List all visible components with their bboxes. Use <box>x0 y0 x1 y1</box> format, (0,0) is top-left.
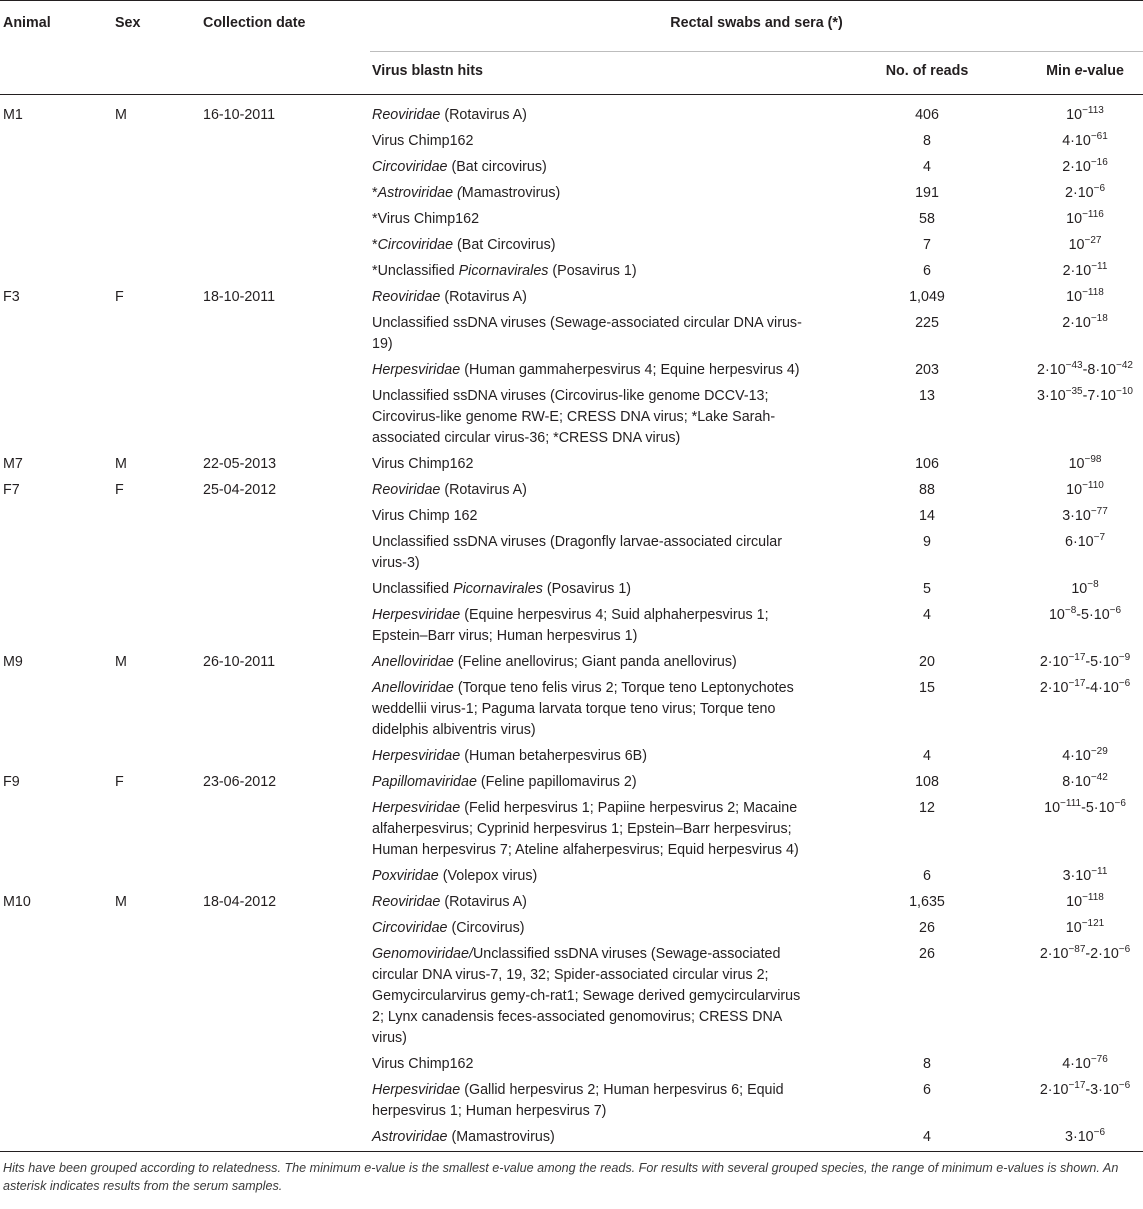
cell-sex <box>113 1078 200 1125</box>
header-sex: Sex <box>113 1 200 95</box>
cell-collection-date <box>200 504 370 530</box>
cell-virus-hit: Genomoviridae/Unclassified ssDNA viruses (Sewage-associated circular DNA virus-7, 19, 32; Spider-associated circular virus 2; Gemycircularvirus gemy-ch-rat1; Sewage derived gemycircularvirus 2; Lynx canadensis feces-associated genomovirus; CRESS DNA virus) <box>372 946 801 1046</box>
cell-sex: M <box>115 456 127 472</box>
table-row <box>0 452 1143 478</box>
cell-reads: 6 <box>923 263 931 279</box>
cell-sex <box>113 384 200 452</box>
cell-min-evalue: $2\cdot 10^{-87}-2\cdot 10^{-6}$ <box>1039 944 1131 962</box>
cell-virus-hit: *Virus Chimp162 <box>372 211 480 227</box>
cell-animal: F3 <box>3 289 20 305</box>
table-row <box>0 603 1143 650</box>
header-collection-date: Collection date <box>200 1 370 95</box>
cell-reads: 4 <box>827 1125 1027 1152</box>
cell-sex: F <box>115 482 124 498</box>
cell-sex <box>113 259 200 285</box>
cell-reads: 14 <box>919 508 935 524</box>
table-row <box>0 233 1143 259</box>
cell-min-evalue: $10^{-98}$ <box>1068 454 1102 472</box>
cell-reads: 15 <box>919 680 935 696</box>
cell-virus-hit: Virus Chimp162 <box>372 1056 474 1072</box>
table-row <box>0 890 1143 916</box>
cell-animal: M1 <box>3 107 23 123</box>
cell-collection-date <box>200 233 370 259</box>
cell-reads: 203 <box>915 362 939 378</box>
cell-collection-date: 16-10-2011 <box>203 107 276 123</box>
cell-sex: M <box>115 894 127 910</box>
cell-animal <box>0 233 113 259</box>
cell-collection-date <box>200 384 370 452</box>
cell-reads: 7 <box>923 237 931 253</box>
header-rectal-swabs-sera: Rectal swabs and sera (*) <box>370 1 1143 52</box>
cell-collection-date <box>200 207 370 233</box>
cell-collection-date <box>200 864 370 890</box>
cell-sex <box>113 1052 200 1078</box>
table-row <box>0 676 1143 744</box>
cell-min-evalue: $10^{-110}$ <box>1066 480 1104 498</box>
table-header <box>0 1 1143 95</box>
cell-reads: 13 <box>919 388 935 404</box>
cell-sex <box>113 603 200 650</box>
cell-animal <box>0 259 113 285</box>
cell-virus-hit: *Circoviridae (Bat Circovirus) <box>372 237 556 253</box>
table-body <box>0 95 1143 1152</box>
cell-reads: 58 <box>919 211 935 227</box>
cell-collection-date: 22-05-2013 <box>203 456 277 472</box>
cell-virus-hit: Herpesviridae (Equine herpesvirus 4; Suid alphaherpesvirus 1; Epstein–Barr virus; Human herpesvirus 1) <box>372 607 769 644</box>
cell-animal <box>0 504 113 530</box>
cell-collection-date <box>200 259 370 285</box>
table-row <box>0 650 1143 676</box>
cell-min-evalue: $10^{-8}$ <box>1071 579 1099 597</box>
cell-collection-date <box>200 129 370 155</box>
cell-min-evalue: $4\cdot 10^{-29}$ <box>1062 746 1108 764</box>
cell-sex <box>113 577 200 603</box>
cell-sex: F <box>115 289 124 305</box>
cell-min-evalue: $10^{-113}$ <box>1066 105 1104 123</box>
cell-sex <box>113 864 200 890</box>
table-row <box>0 770 1143 796</box>
cell-min-evalue: $3\cdot 10^{-6}$ <box>1027 1125 1143 1152</box>
cell-reads: 9 <box>923 534 931 550</box>
cell-collection-date <box>200 311 370 358</box>
table-row <box>0 530 1143 577</box>
cell-sex <box>113 530 200 577</box>
cell-min-evalue: $8\cdot 10^{-42}$ <box>1062 772 1108 790</box>
cell-virus-hit: Circoviridae (Circovirus) <box>372 920 525 936</box>
cell-animal <box>0 577 113 603</box>
table-row <box>0 504 1143 530</box>
cell-virus-hit: Astroviridae (Mamastrovirus) <box>370 1125 827 1152</box>
table-row <box>0 942 1143 1052</box>
cell-virus-hit: *Unclassified Picornavirales (Posavirus 1) <box>372 263 637 279</box>
cell-animal <box>0 942 113 1052</box>
table-row <box>0 285 1143 311</box>
cell-collection-date: 26-10-2011 <box>203 654 276 670</box>
table-row <box>0 358 1143 384</box>
table-row <box>0 1052 1143 1078</box>
cell-collection-date: 18-04-2012 <box>203 894 277 910</box>
cell-virus-hit: Anelloviridae (Torque teno felis virus 2; Torque teno Leptonychotes weddellii virus-1; Paguma larvata torque teno virus; Torque teno didelphis albiventris virus) <box>372 680 794 738</box>
cell-animal <box>0 1078 113 1125</box>
cell-sex <box>113 358 200 384</box>
cell-virus-hit: Papillomaviridae (Feline papillomavirus 2) <box>372 774 637 790</box>
cell-min-evalue: $10^{-118}$ <box>1066 892 1104 910</box>
cell-reads: 406 <box>915 107 939 123</box>
cell-reads: 106 <box>915 456 939 472</box>
cell-collection-date: 25-04-2012 <box>203 482 277 498</box>
cell-virus-hit: *Astroviridae (Mamastrovirus) <box>372 185 561 201</box>
cell-collection-date <box>200 676 370 744</box>
cell-sex <box>113 155 200 181</box>
cell-animal <box>0 744 113 770</box>
cell-animal: F9 <box>3 774 20 790</box>
cell-collection-date <box>200 530 370 577</box>
cell-animal <box>0 1052 113 1078</box>
cell-sex <box>113 207 200 233</box>
cell-animal <box>0 530 113 577</box>
header-virus-hits: Virus blastn hits <box>370 52 827 95</box>
cell-animal <box>0 207 113 233</box>
cell-sex: F <box>115 774 124 790</box>
cell-min-evalue: $10^{-111}-5\cdot 10^{-6}$ <box>1044 798 1126 816</box>
cell-min-evalue: $2\cdot 10^{-17}-5\cdot 10^{-9}$ <box>1039 652 1131 670</box>
cell-min-evalue: $2\cdot 10^{-11}$ <box>1062 261 1108 279</box>
cell-min-evalue: $2\cdot 10^{-17}-3\cdot 10^{-6}$ <box>1039 1080 1131 1098</box>
cell-animal: M10 <box>3 894 31 910</box>
cell-collection-date: 23-06-2012 <box>203 774 277 790</box>
cell-reads: 8 <box>923 133 931 149</box>
table-row <box>0 916 1143 942</box>
cell-sex <box>113 129 200 155</box>
cell-animal <box>0 864 113 890</box>
cell-min-evalue: $3\cdot 10^{-11}$ <box>1062 866 1108 884</box>
cell-collection-date <box>200 358 370 384</box>
table-row <box>0 744 1143 770</box>
cell-min-evalue: $10^{-116}$ <box>1066 209 1104 227</box>
cell-reads: 4 <box>923 159 931 175</box>
cell-min-evalue: $10^{-118}$ <box>1066 287 1104 305</box>
table-row <box>0 311 1143 358</box>
cell-reads: 6 <box>923 868 931 884</box>
cell-collection-date <box>200 1078 370 1125</box>
cell-reads: 26 <box>919 946 935 962</box>
table-row <box>0 155 1143 181</box>
cell-reads: 26 <box>919 920 935 936</box>
table-row <box>0 95 1143 130</box>
cell-sex <box>113 233 200 259</box>
cell-sex: M <box>115 107 127 123</box>
cell-reads: 108 <box>915 774 939 790</box>
cell-min-evalue: $3\cdot 10^{-77}$ <box>1062 506 1108 524</box>
table-row <box>0 864 1143 890</box>
cell-virus-hit: Anelloviridae (Feline anellovirus; Giant panda anellovirus) <box>372 654 737 670</box>
cell-virus-hit: Circoviridae (Bat circovirus) <box>372 159 547 175</box>
cell-animal <box>0 796 113 864</box>
cell-virus-hit: Unclassified ssDNA viruses (Sewage-associated circular DNA virus-19) <box>372 315 802 352</box>
table-row <box>0 207 1143 233</box>
cell-virus-hit: Unclassified Picornavirales (Posavirus 1) <box>372 581 632 597</box>
cell-collection-date <box>200 603 370 650</box>
cell-reads: 88 <box>919 482 935 498</box>
cell-virus-hit: Virus Chimp162 <box>372 133 474 149</box>
cell-virus-hit: Virus Chimp 162 <box>372 508 478 524</box>
cell-min-evalue: $2\cdot 10^{-18}$ <box>1062 313 1108 331</box>
cell-min-evalue: $10^{-121}$ <box>1065 918 1105 936</box>
cell-animal <box>0 916 113 942</box>
cell-collection-date <box>200 577 370 603</box>
cell-reads: 8 <box>923 1056 931 1072</box>
cell-min-evalue: $10^{-8}-5\cdot 10^{-6}$ <box>1048 605 1122 623</box>
table-row <box>0 384 1143 452</box>
cell-animal: M7 <box>3 456 23 472</box>
table-row <box>0 129 1143 155</box>
cell-virus-hit: Reoviridae (Rotavirus A) <box>372 107 527 123</box>
cell-min-evalue: $10^{-27}$ <box>1068 235 1102 253</box>
cell-virus-hit: Herpesviridae (Felid herpesvirus 1; Papiine herpesvirus 2; Macaine alfaherpesvirus; Cyprinid herpesvirus 1; Epstein–Barr herpesvirus; Human herpesvirus 7; Ateline alfaherpesvirus; Equid herpesvirus 4) <box>372 800 799 858</box>
table-footnote: Hits have been grouped according to relatedness. The minimum e-value is the smallest e-value among the reads. For results with several grouped species, the range of minimum e-values is shown. An asterisk indicates results from the serum samples. <box>3 1161 1119 1193</box>
table-row <box>0 478 1143 504</box>
cell-sex <box>113 311 200 358</box>
table-row <box>0 577 1143 603</box>
cell-collection-date <box>200 916 370 942</box>
table-row <box>0 1125 1143 1152</box>
cell-reads: 4 <box>923 607 931 623</box>
cell-animal <box>0 384 113 452</box>
cell-animal <box>0 676 113 744</box>
cell-animal <box>0 603 113 650</box>
cell-animal: M9 <box>3 654 23 670</box>
cell-reads: 191 <box>915 185 939 201</box>
header-reads: No. of reads <box>827 52 1027 95</box>
cell-virus-hit: Herpesviridae (Human gammaherpesvirus 4; Equine herpesvirus 4) <box>372 362 800 378</box>
table-row <box>0 1078 1143 1125</box>
cell-animal <box>0 181 113 207</box>
header-animal: Animal <box>0 1 113 95</box>
cell-virus-hit: Poxviridae (Volepox virus) <box>372 868 538 884</box>
cell-collection-date <box>200 744 370 770</box>
cell-min-evalue: $4\cdot 10^{-61}$ <box>1062 131 1108 149</box>
cell-virus-hit: Herpesviridae (Gallid herpesvirus 2; Human herpesvirus 6; Equid herpesvirus 1; Human herpesvirus 7) <box>372 1082 784 1119</box>
cell-animal <box>0 311 113 358</box>
cell-reads: 1,049 <box>909 289 945 305</box>
cell-collection-date <box>200 1052 370 1078</box>
cell-min-evalue: $2\cdot 10^{-16}$ <box>1062 157 1108 175</box>
cell-sex <box>113 181 200 207</box>
cell-sex <box>113 1125 200 1152</box>
cell-min-evalue: $4\cdot 10^{-76}$ <box>1062 1054 1108 1072</box>
cell-collection-date <box>200 1125 370 1152</box>
cell-sex <box>113 744 200 770</box>
cell-reads: 5 <box>923 581 931 597</box>
cell-reads: 20 <box>919 654 935 670</box>
cell-collection-date <box>200 942 370 1052</box>
cell-sex <box>113 916 200 942</box>
cell-min-evalue: $6\cdot 10^{-7}$ <box>1065 532 1106 550</box>
cell-virus-hit: Herpesviridae (Human betaherpesvirus 6B) <box>372 748 647 764</box>
cell-min-evalue: $2\cdot 10^{-6}$ <box>1065 183 1106 201</box>
cell-reads: 12 <box>919 800 935 816</box>
cell-animal <box>0 358 113 384</box>
cell-sex <box>113 942 200 1052</box>
cell-virus-hit: Unclassified ssDNA viruses (Circovirus-like genome DCCV-13; Circovirus-like genome RW-E; CRESS DNA virus; *Lake Sarah-associated circular virus-36; *CRESS DNA virus) <box>372 388 776 446</box>
cell-sex <box>113 796 200 864</box>
cell-reads: 1,635 <box>909 894 945 910</box>
cell-reads: 6 <box>923 1082 931 1098</box>
cell-sex <box>113 676 200 744</box>
table-row <box>0 181 1143 207</box>
cell-virus-hit: Reoviridae (Rotavirus A) <box>372 289 527 305</box>
cell-sex <box>113 504 200 530</box>
cell-min-evalue: $2\cdot 10^{-43}-8\cdot 10^{-42}$ <box>1037 360 1133 378</box>
cell-virus-hit: Unclassified ssDNA viruses (Dragonfly larvae-associated circular virus-3) <box>372 534 782 571</box>
cell-collection-date <box>200 181 370 207</box>
cell-reads: 4 <box>923 748 931 764</box>
cell-collection-date: 18-10-2011 <box>203 289 276 305</box>
cell-min-evalue: $3\cdot 10^{-35}-7\cdot 10^{-10}$ <box>1037 386 1133 404</box>
header-min-evalue: Min e-value <box>1027 52 1143 95</box>
cell-animal <box>0 129 113 155</box>
cell-animal: F7 <box>3 482 20 498</box>
cell-sex: M <box>115 654 127 670</box>
cell-collection-date <box>200 155 370 181</box>
cell-virus-hit: Reoviridae (Rotavirus A) <box>372 482 527 498</box>
cell-min-evalue: $2\cdot 10^{-17}-4\cdot 10^{-6}$ <box>1039 678 1131 696</box>
cell-animal <box>0 155 113 181</box>
cell-reads: 225 <box>915 315 939 331</box>
cell-virus-hit: Reoviridae (Rotavirus A) <box>372 894 527 910</box>
table-row <box>0 796 1143 864</box>
cell-collection-date <box>200 796 370 864</box>
table-row <box>0 259 1143 285</box>
cell-animal <box>0 1125 113 1152</box>
cell-virus-hit: Virus Chimp162 <box>372 456 474 472</box>
